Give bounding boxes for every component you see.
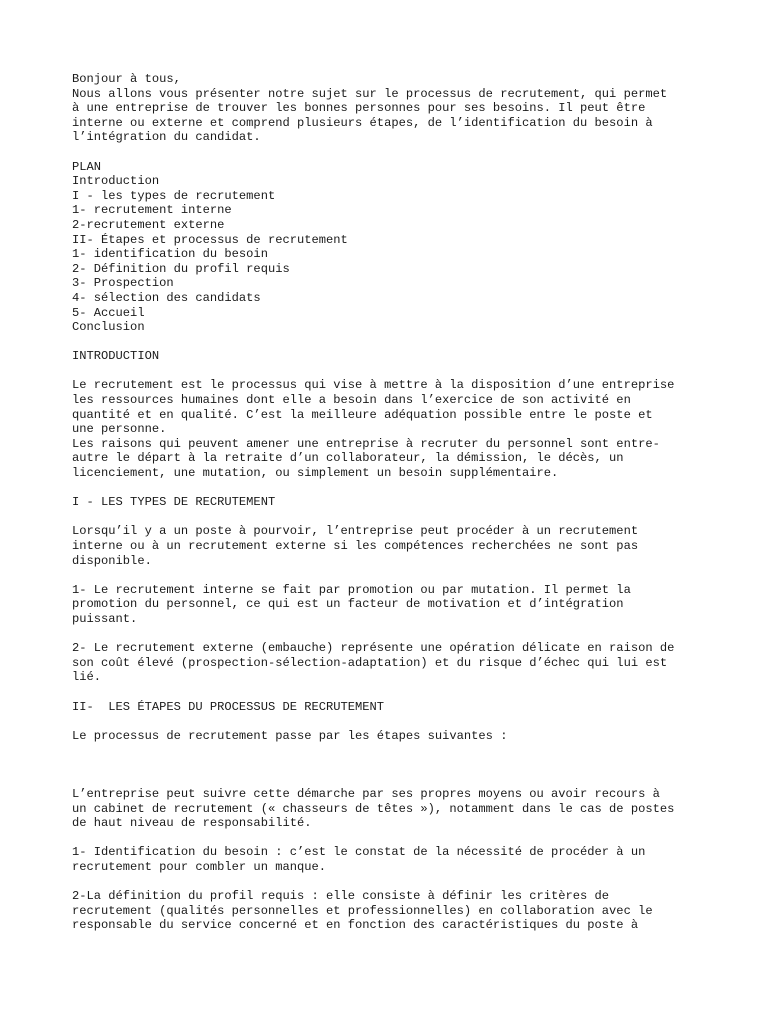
section2-p3-line: responsable du service concerné et en fonction des caractéristiques du poste à — [72, 918, 639, 933]
greeting: Bonjour à tous, — [72, 72, 181, 86]
section1-p3-line: lié. — [72, 670, 102, 685]
plan-item: Conclusion — [72, 320, 145, 335]
section1-p1-line: Lorsqu’il y a un poste à pourvoir, l’entreprise peut procéder à un recrutement — [72, 524, 639, 539]
section2-p3-line: 2-La définition du profil requis : elle consiste à définir les critères de — [72, 889, 610, 904]
plan-item: 1- identification du besoin — [72, 247, 268, 262]
section1-heading: I - LES TYPES DE RECRUTEMENT — [72, 495, 276, 510]
introduction-line: Le recrutement est le processus qui vise à mettre à la disposition d’une entreprise — [72, 378, 675, 393]
section2-p1-line: L’entreprise peut suivre cette démarche par ses propres moyens ou avoir recours à — [72, 787, 660, 802]
introduction-line: autre le départ à la retraite d’un collaborateur, la démission, le décès, un — [72, 451, 624, 466]
section2-p3-line: recrutement (qualités personnelles et professionnelles) en collaboration avec le — [72, 903, 653, 918]
section1-p1-line: disponible. — [72, 553, 152, 568]
plan-heading: PLAN — [72, 159, 102, 174]
plan-item: 2-recrutement externe — [72, 217, 225, 232]
intro-line-2: à une entreprise de trouver les bonnes personnes pour ses besoins. Il peut être — [72, 101, 646, 116]
plan-item: 4- sélection des candidats — [72, 290, 261, 305]
introduction-line: les ressources humaines dont elle a besoin dans l’exercice de son activité en — [72, 393, 631, 408]
section1-p2-line: 1- Le recrutement interne se fait par promotion ou par mutation. Il permet la — [72, 582, 631, 597]
section1-p1-line: interne ou à un recrutement externe si les compétences recherchées ne sont pas — [72, 539, 639, 553]
section2-p1-line: de haut niveau de responsabilité. — [72, 816, 312, 831]
introduction-heading: INTRODUCTION — [72, 349, 160, 364]
introduction-line: quantité et en qualité. C’est la meilleure adéquation possible entre le poste et — [72, 407, 653, 422]
section2-lead: Le processus de recrutement passe par les étapes suivantes : — [72, 728, 508, 743]
introduction-line: licenciement, une mutation, ou simplement un besoin supplémentaire. — [72, 466, 559, 481]
section1-p3-line: son coût élevé (prospection-sélection-adaptation) et du risque d’échec qui lui est — [72, 655, 668, 670]
section1-p2-line: promotion du personnel, ce qui est un facteur de motivation et d’intégration — [72, 597, 624, 612]
plan-item: 5- Accueil — [72, 305, 145, 320]
intro-line-1: Nous allons vous présenter notre sujet sur le processus de recrutement, qui permet — [72, 86, 668, 101]
section1-p3-line: 2- Le recrutement externe (embauche) représente une opération délicate en raison de — [72, 641, 675, 656]
plan-item: I - les types de recrutement — [72, 188, 276, 203]
plan-item: II- Étapes et processus de recrutement — [72, 232, 348, 247]
section2-p2-line: 1- Identification du besoin : c’est le constat de la nécessité de procéder à un — [72, 845, 646, 860]
plan-item: 2- Définition du profil requis — [72, 261, 290, 276]
section2-p1-line: un cabinet de recrutement (« chasseurs de têtes »), notamment dans le cas de postes — [72, 801, 675, 816]
section2-p2-line: recrutement pour combler un manque. — [72, 860, 327, 875]
section2-heading: II- LES ÉTAPES DU PROCESSUS DE RECRUTEMENT — [72, 699, 385, 714]
document-page — [72, 72, 712, 933]
plan-item: Introduction — [72, 174, 160, 189]
section1-p2-line: puissant. — [72, 611, 138, 626]
plan-item: 1- recrutement interne — [72, 203, 232, 218]
intro-line-3: interne ou externe et comprend plusieurs étapes, de l’identification du besoin à — [72, 115, 653, 130]
plan-item: 3- Prospection — [72, 276, 174, 291]
introduction-line: une personne. — [72, 422, 167, 437]
intro-line-4: l’intégration du candidat. — [72, 130, 261, 145]
introduction-line: Les raisons qui peuvent amener une entreprise à recruter du personnel sont entre- — [72, 436, 660, 451]
